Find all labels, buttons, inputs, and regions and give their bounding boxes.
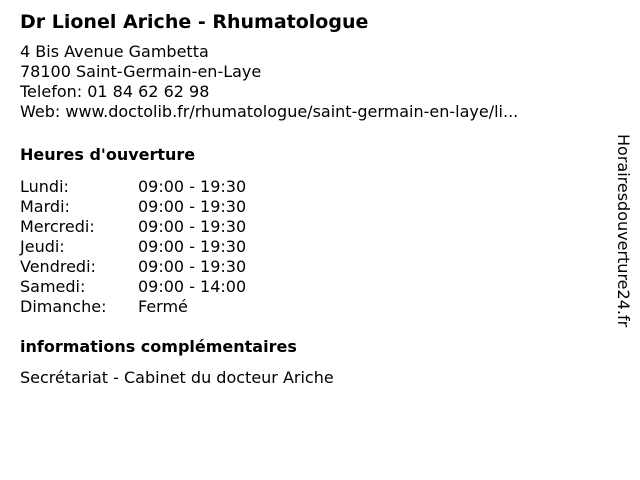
hours-day: Lundi:	[20, 177, 69, 196]
hours-time: 09:00 - 14:00	[138, 277, 247, 296]
info-heading: informations complémentaires	[20, 337, 297, 356]
address-block	[20, 42, 600, 122]
brand-watermark: Horairesdouverture24.fr	[614, 134, 633, 328]
address-street: 4 Bis Avenue Gambetta	[20, 42, 209, 61]
hours-day: Mercredi:	[20, 217, 95, 236]
hours-time: 09:00 - 19:30	[138, 237, 247, 256]
hours-row	[20, 197, 600, 217]
hours-time: Fermé	[138, 297, 188, 316]
page-title: Dr Lionel Ariche - Rhumatologue	[20, 11, 369, 33]
phone-number: Telefon: 01 84 62 62 98	[20, 82, 210, 101]
address-city: 78100 Saint-Germain-en-Laye	[20, 62, 262, 81]
hours-row	[20, 217, 600, 237]
hours-row	[20, 277, 600, 297]
business-card	[20, 10, 600, 388]
hours-day: Mardi:	[20, 197, 70, 216]
hours-day: Samedi:	[20, 277, 86, 296]
hours-time: 09:00 - 19:30	[138, 177, 247, 196]
info-text: Secrétariat - Cabinet du docteur Ariche	[20, 368, 334, 387]
hours-time: 09:00 - 19:30	[138, 197, 247, 216]
hours-time: 09:00 - 19:30	[138, 257, 247, 276]
hours-row	[20, 257, 600, 277]
hours-day: Vendredi:	[20, 257, 96, 276]
hours-row	[20, 237, 600, 257]
hours-row	[20, 177, 600, 197]
hours-day: Jeudi:	[20, 237, 65, 256]
hours-time: 09:00 - 19:30	[138, 217, 247, 236]
hours-heading: Heures d'ouverture	[20, 145, 196, 164]
website-link: Web: www.doctolib.fr/rhumatologue/saint-germain-en-laye/li...	[20, 102, 519, 121]
hours-row	[20, 297, 600, 317]
hours-day: Dimanche:	[20, 297, 107, 316]
hours-table	[20, 177, 600, 317]
